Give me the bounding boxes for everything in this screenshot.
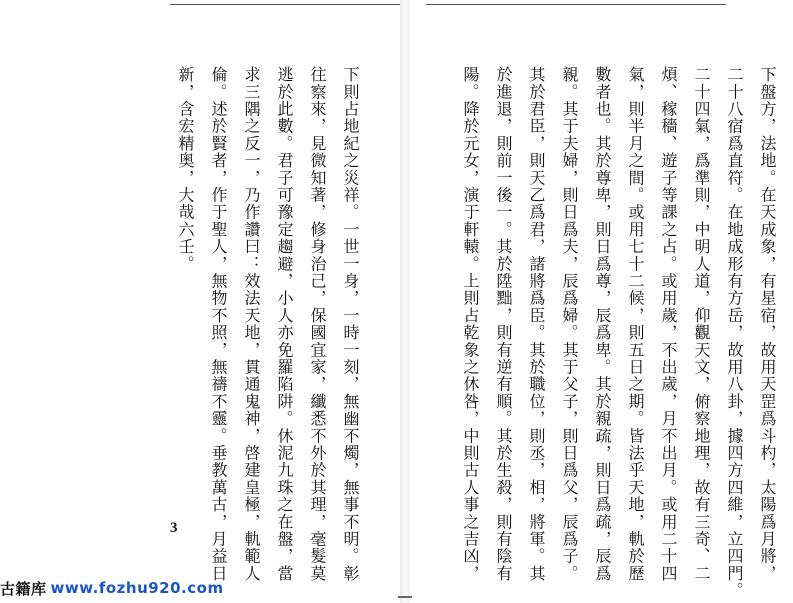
text-column: 數者也。其於尊卑，則日爲尊，辰爲卑。其於親疏，則日爲疏，辰爲 bbox=[593, 66, 612, 582]
text-column: 氣，則半月之間。或用七十二候，則五日之期。皆法乎天地，軌於歷 bbox=[626, 66, 645, 582]
text-column: 下則占地紀之災祥。一世一身，一時一刻，無幽不燭，無事不明。彰 bbox=[341, 66, 360, 582]
top-rule bbox=[426, 4, 726, 5]
text-column: 煩、稼穡、遊子等課之占。或用歲，不出歲，月不出月。或用二十四 bbox=[659, 66, 678, 582]
text-column: 親。其于夫婦，則日爲夫，辰爲婦。其于父子，則日爲父，辰爲子。 bbox=[560, 66, 579, 582]
text-column: 新，含宏精奥，大哉六壬。 bbox=[176, 66, 195, 273]
text-column: 下盤方，法地。在天成象，有星宿，故用天罡爲斗杓，太陽爲月將， bbox=[758, 66, 777, 582]
top-rule bbox=[170, 4, 400, 5]
page-number: 3 bbox=[170, 520, 178, 536]
site-name: 古籍库 bbox=[0, 579, 47, 598]
text-column: 陽。降於元女，演于軒轅。上則占乾象之休咎，中則古人事之吉凶， bbox=[461, 66, 480, 582]
text-column: 逃於此數。君子可豫定趨避，小人亦免羅陷阱。休泥九珠之在盤，當 bbox=[275, 66, 294, 582]
text-column: 倫。述於賢者，作于聖人，無物不照，無禱不靈。垂教萬古，月益日 bbox=[209, 66, 228, 582]
right-page bbox=[410, 0, 793, 603]
watermark-footer bbox=[0, 576, 224, 600]
text-column: 其於君臣，則天乙爲君，諸將爲臣。其於職位，則丞，相，將軍。其 bbox=[527, 66, 546, 582]
site-url[interactable]: www.fozhu920.com bbox=[50, 579, 224, 597]
bottom-mark bbox=[398, 596, 412, 598]
text-column: 於進退，則前一後一。其於陞黜，則有逆有順。其於生殺，則有陰有 bbox=[494, 66, 513, 582]
text-column: 往察來，見微知著，修身治己，保國宜家，纖悉不外於其理，毫髮莫 bbox=[308, 66, 327, 582]
text-column: 二十四氣，爲準則，中明人道，仰觀天文，俯察地理，故有三奇、二 bbox=[692, 66, 711, 582]
text-column: 二十八宿爲直符。在地成形有方岳，故用八卦，據四方四維，立四門。 bbox=[725, 66, 744, 600]
text-column: 求三隅之反一，乃作讚曰：效法天地，貫通鬼神，啓建皇極，軌範人 bbox=[242, 66, 261, 582]
